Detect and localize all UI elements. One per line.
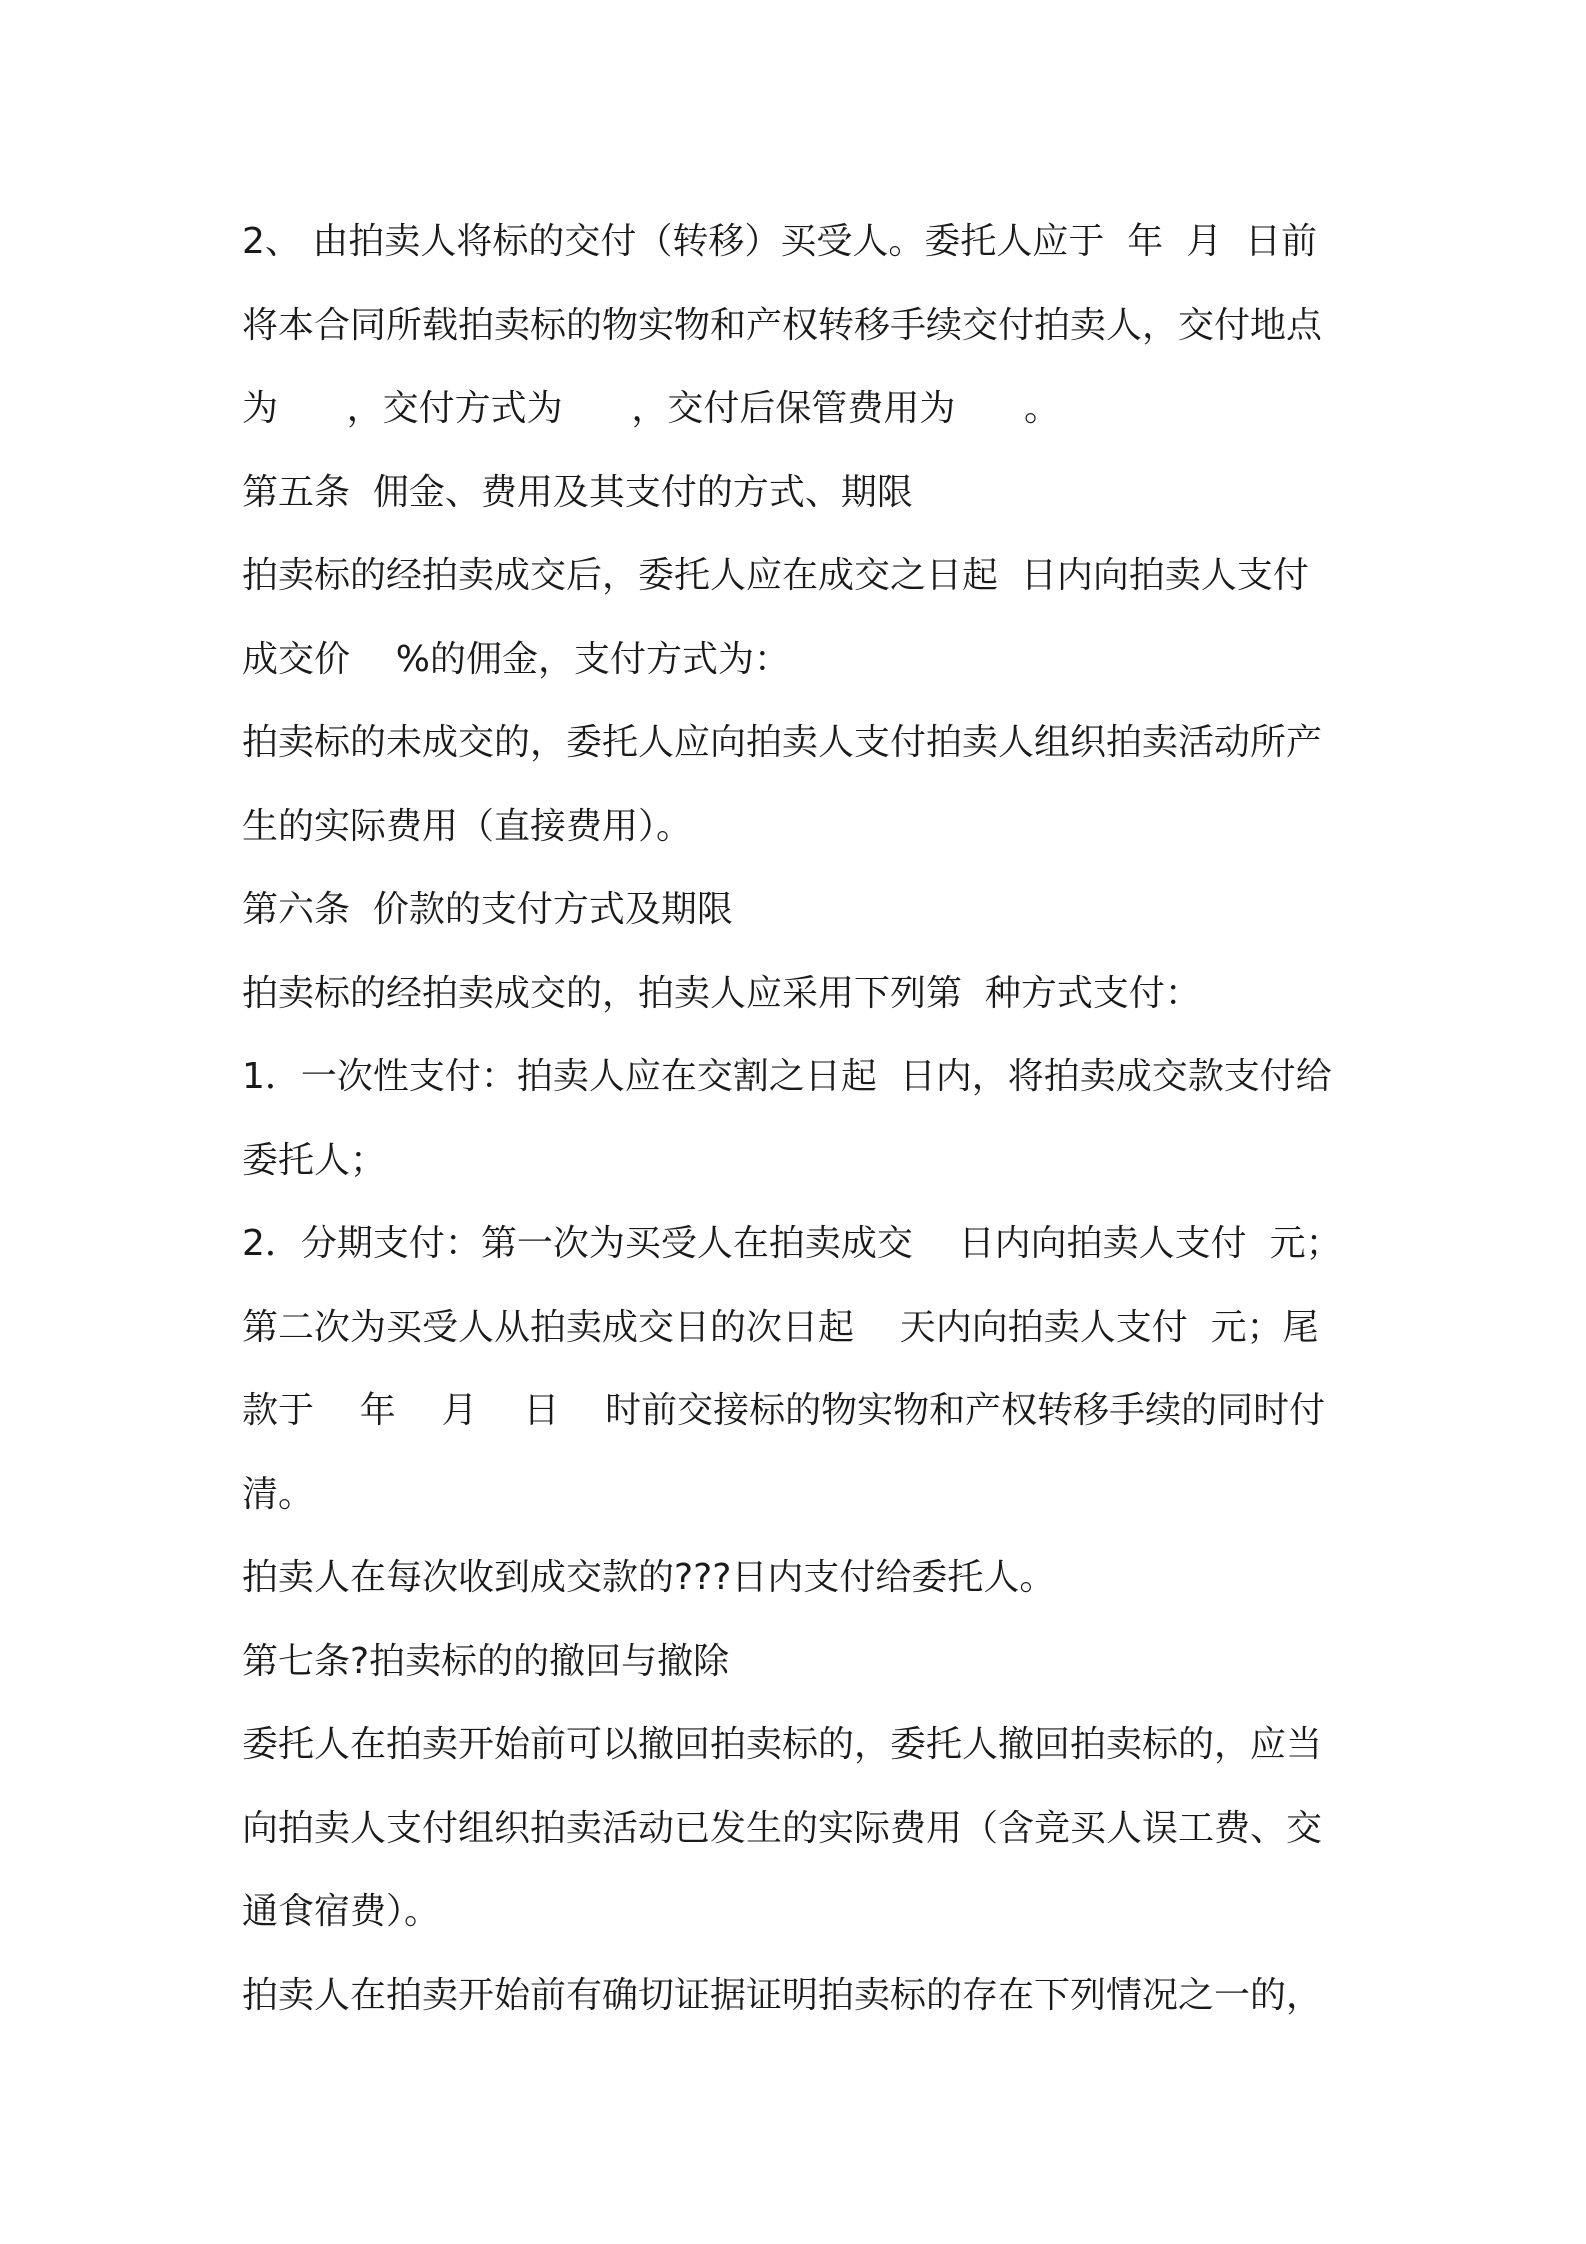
text-line: 生的实际费用（直接费用）。 bbox=[242, 805, 693, 847]
section-heading: 第五条 佣金、费用及其支付的方式、期限 bbox=[242, 471, 913, 513]
text-line: 通食宿费）。 bbox=[242, 1891, 441, 1932]
text-line: 拍卖人在拍卖开始前有确切证据证明拍卖标的存在下列情况之一的， bbox=[242, 1974, 1323, 2016]
text-line: 1．一次性支付：拍卖人应在交割之日起 日内，将拍卖成交款支付给 bbox=[242, 1056, 1332, 1097]
text-line: 向拍卖人支付组织拍卖活动已发生的实际费用（含竞买人误工费、交 bbox=[242, 1807, 1323, 1849]
section-heading: 第七条?拍卖标的的撤回与撤除 bbox=[242, 1640, 730, 1682]
section-heading: 第六条 价款的支付方式及期限 bbox=[242, 889, 733, 930]
text-line: 成交价 %的佣金，支付方式为： bbox=[242, 638, 790, 680]
text-line: 委托人； bbox=[242, 1139, 387, 1181]
text-line: 款于 年 月 日 时前交接标的物实物和产权转移手续的同时付 bbox=[242, 1390, 1326, 1431]
text-line: 拍卖标的未成交的，委托人应向拍卖人支付拍卖人组织拍卖活动所产 bbox=[242, 722, 1323, 763]
text-line: 2．分期支付：第一次为买受人在拍卖成交 日内向拍卖人支付 元； bbox=[242, 1223, 1342, 1264]
text-line: 2、 由拍卖人将标的交付（转移）买受人。委托人应于 年 月 日前 bbox=[242, 221, 1318, 262]
text-line: 委托人在拍卖开始前可以撤回拍卖标的，委托人撤回拍卖标的，应当 bbox=[242, 1724, 1323, 1765]
document-body bbox=[242, 200, 1362, 2037]
text-line: 为 ，交付方式为 ，交付后保管费用为 。 bbox=[242, 388, 1060, 429]
text-line: 将本合同所载拍卖标的物实物和产权转移手续交付拍卖人，交付地点 bbox=[242, 304, 1323, 346]
text-line: 第二次为买受人从拍卖成交日的次日起 天内向拍卖人支付 元；尾 bbox=[242, 1306, 1319, 1348]
text-line: 拍卖标的经拍卖成交后，委托人应在成交之日起 日内向拍卖人支付 bbox=[242, 555, 1309, 596]
text-line: 清。 bbox=[242, 1473, 315, 1515]
text-line: 拍卖标的经拍卖成交的，拍卖人应采用下列第 种方式支付： bbox=[242, 972, 1201, 1014]
text-line: 拍卖人在每次收到成交款的???日内支付给委托人。 bbox=[242, 1557, 1056, 1598]
